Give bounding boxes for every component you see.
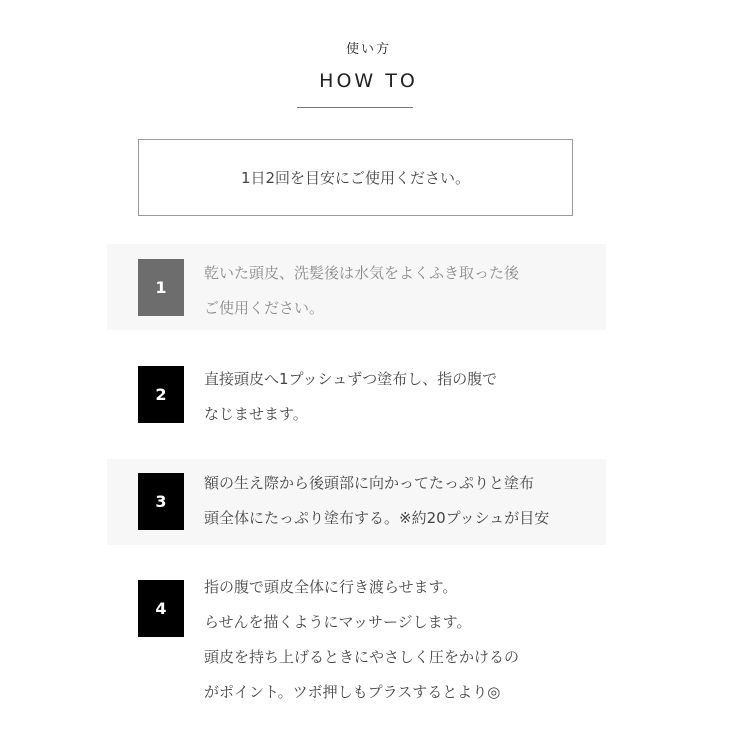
step-3 [107,459,606,545]
step-text-line: がポイント。ツボ押しもプラスするとより◎ [204,683,501,701]
step-text-line: 頭皮を持ち上げるときにやさしく圧をかけるの [204,648,520,666]
step-1 [107,244,606,330]
step-number-badge: 3 [138,473,184,530]
title-divider [297,107,413,108]
step-text-line: 乾いた頭皮、洗髪後は水気をよくふき取った後 [204,264,520,282]
step-text-line: 直接頭皮へ1プッシュずつ塗布し、指の腹で [204,370,498,388]
page-title-en: HOW TO [319,70,418,92]
step-text [204,570,519,710]
step-number-badge: 2 [138,366,184,423]
step-text-line: なじませます。 [204,405,308,423]
page-title-jp: 使い方 [345,42,391,57]
step-text [204,256,519,326]
step-text [204,362,497,432]
usage-note-text: 1日2回を目安にご使用ください。 [240,169,471,187]
step-text [204,466,549,536]
step-text-line: 額の生え際から後頭部に向かってたっぷりと塗布 [204,474,535,492]
step-text-line: ご使用ください。 [204,299,325,317]
step-text-line: らせんを描くようにマッサージします。 [204,613,472,631]
step-text-line: 頭全体にたっぷり塗布する。※約20プッシュが目安 [204,509,550,527]
usage-note-box [138,139,573,216]
step-number-badge: 1 [138,259,184,316]
step-4 [107,566,606,726]
step-number-badge: 4 [138,580,184,637]
step-text-line: 指の腹で頭皮全体に行き渡らせます。 [204,578,458,596]
step-2 [107,350,606,436]
